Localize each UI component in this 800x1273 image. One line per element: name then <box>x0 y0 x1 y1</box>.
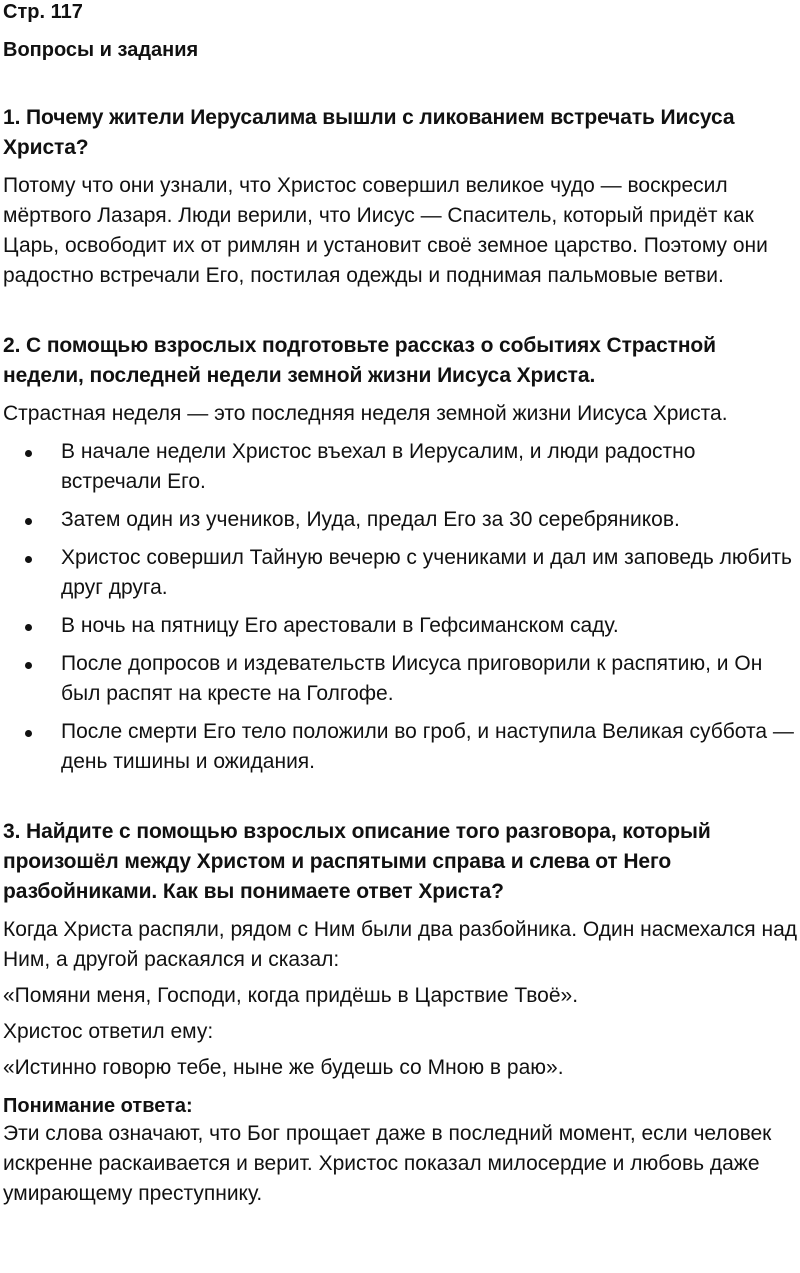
list-item: В начале недели Христос въехал в Иерусалим, и люди радостно встречали Его. <box>3 437 800 497</box>
question-3-paragraph-1: Когда Христа распяли, рядом с Ним были два разбойника. Один насмехался над Ним, а другой раскаялся и сказал: <box>3 918 798 971</box>
question-1-answer: Потому что они узнали, что Христос совершил великое чудо — воскресил мёртвого Лазаря. Люди верили, что Иисус — Спаситель, который придёт как Царь, освободит их от римлян и установит своё земное царство. Поэтому они радостно встречали Его, постилая одежды и поднимая пальмовые ветви. <box>3 174 768 287</box>
question-2-bullet-list <box>3 437 800 777</box>
list-item: После допросов и издевательств Иисуса приговорили к распятию, и Он был распят на кресте на Голгофе. <box>3 649 800 709</box>
question-3-quote-2: «Истинно говорю тебе, ныне же будешь со Мною в раю». <box>3 1056 564 1079</box>
list-item: В ночь на пятницу Его арестовали в Гефсиманском саду. <box>3 611 800 641</box>
question-3-title: 3. Найдите с помощью взрослых описание того разговора, который произошёл между Христом и распятыми справа и слева от Него разбойниками. Как вы понимаете ответ Христа? <box>3 820 711 903</box>
list-item: Затем один из учеников, Иуда, предал Его за 30 серебряников. <box>3 505 800 535</box>
bullet-icon <box>25 450 32 457</box>
bullet-icon <box>25 662 32 669</box>
understanding-label: Понимание ответа: <box>3 1095 193 1117</box>
list-item: После смерти Его тело положили во гроб, и наступила Великая суббота — день тишины и ожидания. <box>3 717 800 777</box>
question-3-paragraph-2: Христос ответил ему: <box>3 1020 214 1043</box>
question-1-title: 1. Почему жители Иерусалима вышли с ликованием встречать Иисуса Христа? <box>3 106 735 159</box>
understanding-text: Эти слова означают, что Бог прощает даже в последний момент, если человек искренне раскаивается и верит. Христос показал милосердие и любовь даже умирающему преступнику. <box>3 1122 772 1205</box>
question-2-intro: Страстная неделя — это последняя неделя земной жизни Иисуса Христа. <box>3 402 728 425</box>
question-3-quote-1: «Помяни меня, Господи, когда придёшь в Царствие Твоё». <box>3 984 579 1007</box>
bullet-icon <box>25 518 32 525</box>
page-number: Стр. 117 <box>3 1 83 23</box>
bullet-icon <box>25 730 32 737</box>
section-title: Вопросы и задания <box>3 39 199 61</box>
bullet-icon <box>25 556 32 563</box>
list-item: Христос совершил Тайную вечерю с учениками и дал им заповедь любить друг друга. <box>3 543 800 603</box>
bullet-icon <box>25 624 32 631</box>
question-2-title: 2. С помощью взрослых подготовьте рассказ о событиях Страстной недели, последней недели земной жизни Иисуса Христа. <box>3 334 716 387</box>
